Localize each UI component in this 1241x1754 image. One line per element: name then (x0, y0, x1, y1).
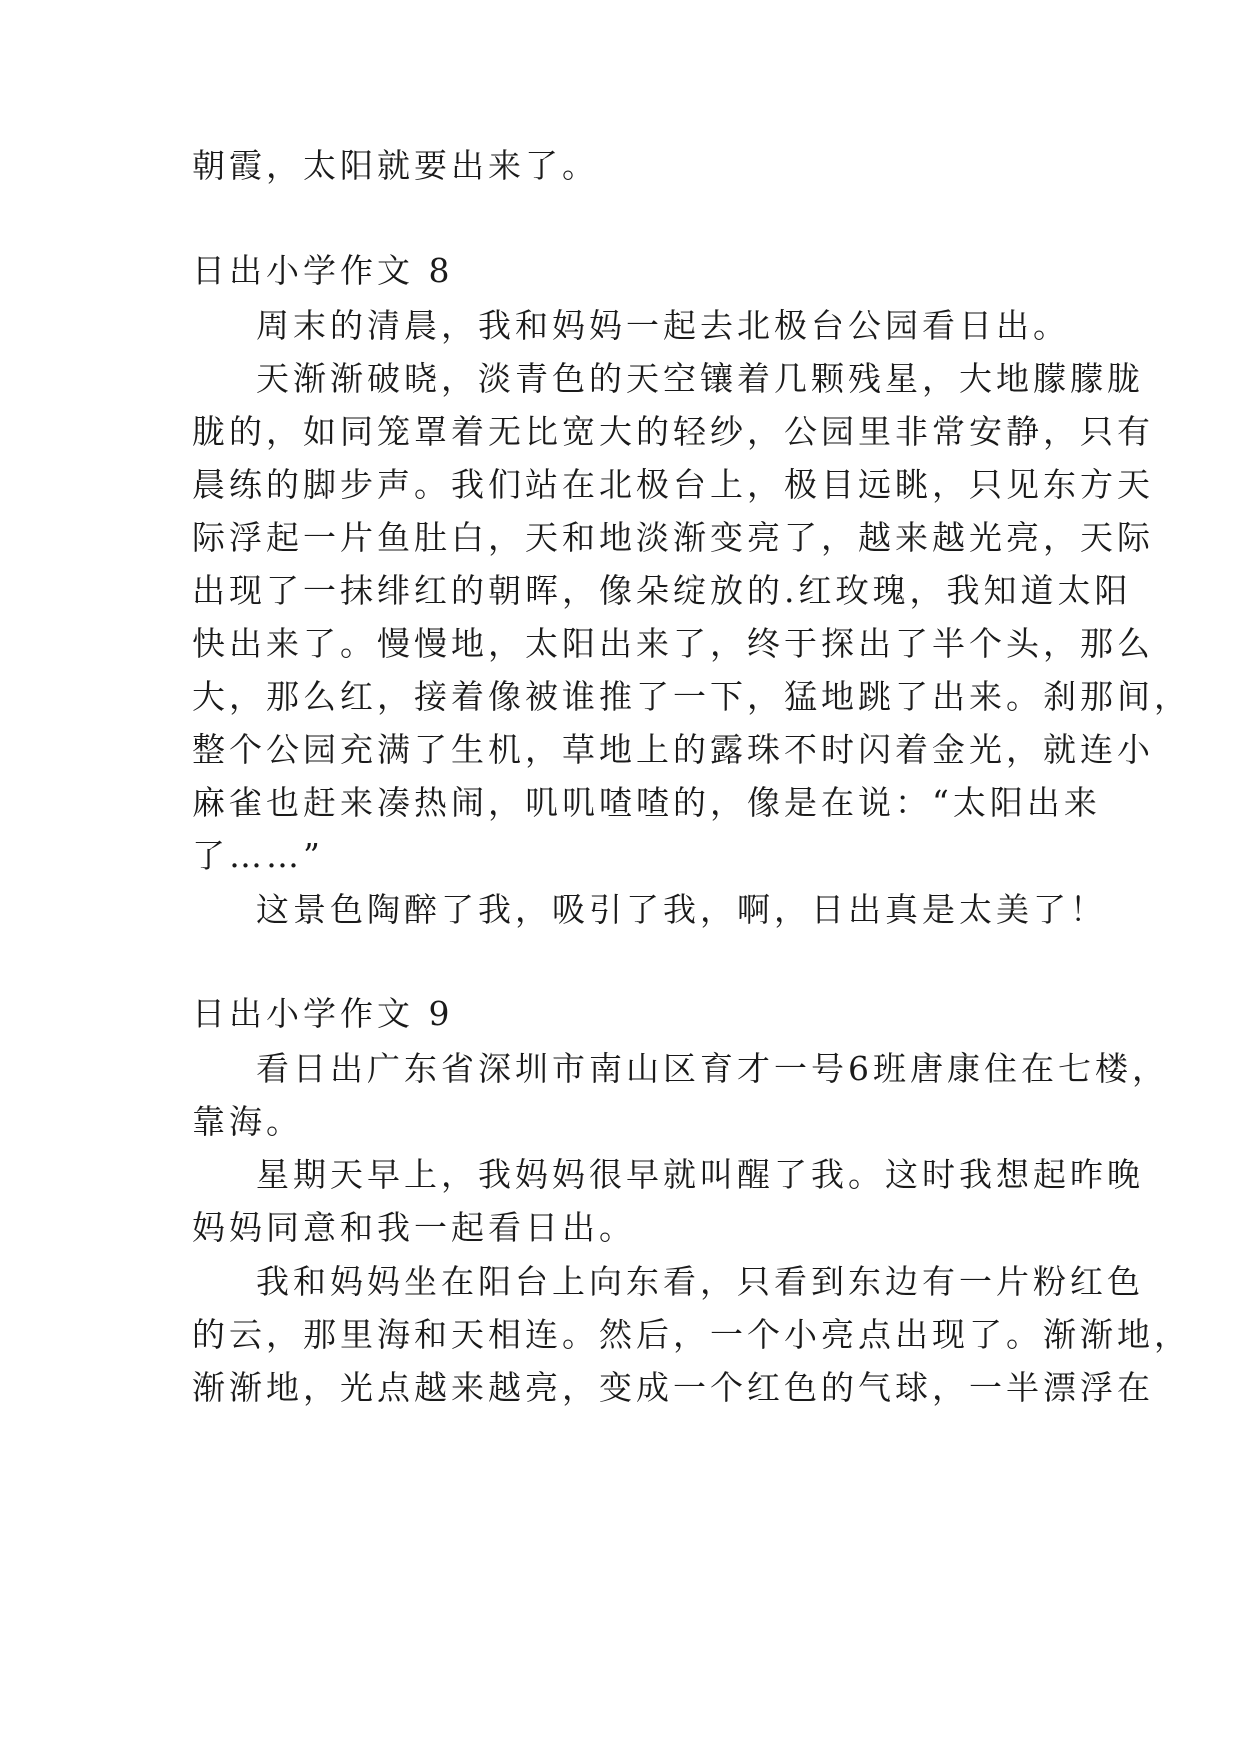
paragraph-line: 麻雀也赶来凑热闹，叽叽喳喳的，像是在说：“太阳出来 (192, 783, 1101, 822)
paragraph-line: 天渐渐破晓，淡青色的天空镶着几颗残星，大地朦朦胧 (256, 359, 1144, 398)
paragraph-line: 朝霞，太阳就要出来了。 (192, 146, 599, 185)
paragraph-line: 看日出广东省深圳市南山区育才一号6班唐康住在七楼， (256, 1049, 1169, 1088)
paragraph-line: 周末的清晨，我和妈妈一起去北极台公园看日出。 (256, 306, 1070, 345)
paragraph-line: 胧的，如同笼罩着无比宽大的轻纱，公园里非常安静，只有 (192, 412, 1154, 451)
paragraph-line: 妈妈同意和我一起看日出。 (192, 1208, 636, 1247)
paragraph-line: 靠海。 (192, 1102, 303, 1141)
section-heading: 日出小学作文 9 (192, 994, 454, 1033)
paragraph-line: 这景色陶醉了我，吸引了我，啊，日出真是太美了！ (256, 890, 1107, 929)
paragraph-line: 出现了一抹绯红的朝晖，像朵绽放的.红玫瑰，我知道太阳 (192, 571, 1132, 610)
paragraph-line: 快出来了。慢慢地，太阳出来了，终于探出了半个头，那么 (192, 624, 1154, 663)
paragraph-line: 渐渐地，光点越来越亮，变成一个红色的气球，一半漂浮在 (192, 1368, 1154, 1407)
paragraph-line: 际浮起一片鱼肚白，天和地淡渐变亮了，越来越光亮，天际 (192, 518, 1154, 557)
paragraph-line: 整个公园充满了生机，草地上的露珠不时闪着金光，就连小 (192, 730, 1154, 769)
paragraph-line: 晨练的脚步声。我们站在北极台上，极目远眺，只见东方天 (192, 465, 1154, 504)
paragraph-line: 大，那么红，接着像被谁推了一下，猛地跳了出来。刹那间， (192, 677, 1191, 716)
paragraph-line: 的云，那里海和天相连。然后，一个小亮点出现了。渐渐地， (192, 1315, 1191, 1354)
paragraph-line: 星期天早上，我妈妈很早就叫醒了我。这时我想起昨晚 (256, 1155, 1144, 1194)
paragraph-line: 了……” (192, 836, 324, 875)
paragraph-line: 我和妈妈坐在阳台上向东看，只看到东边有一片粉红色 (256, 1262, 1144, 1301)
section-heading: 日出小学作文 8 (192, 251, 454, 290)
